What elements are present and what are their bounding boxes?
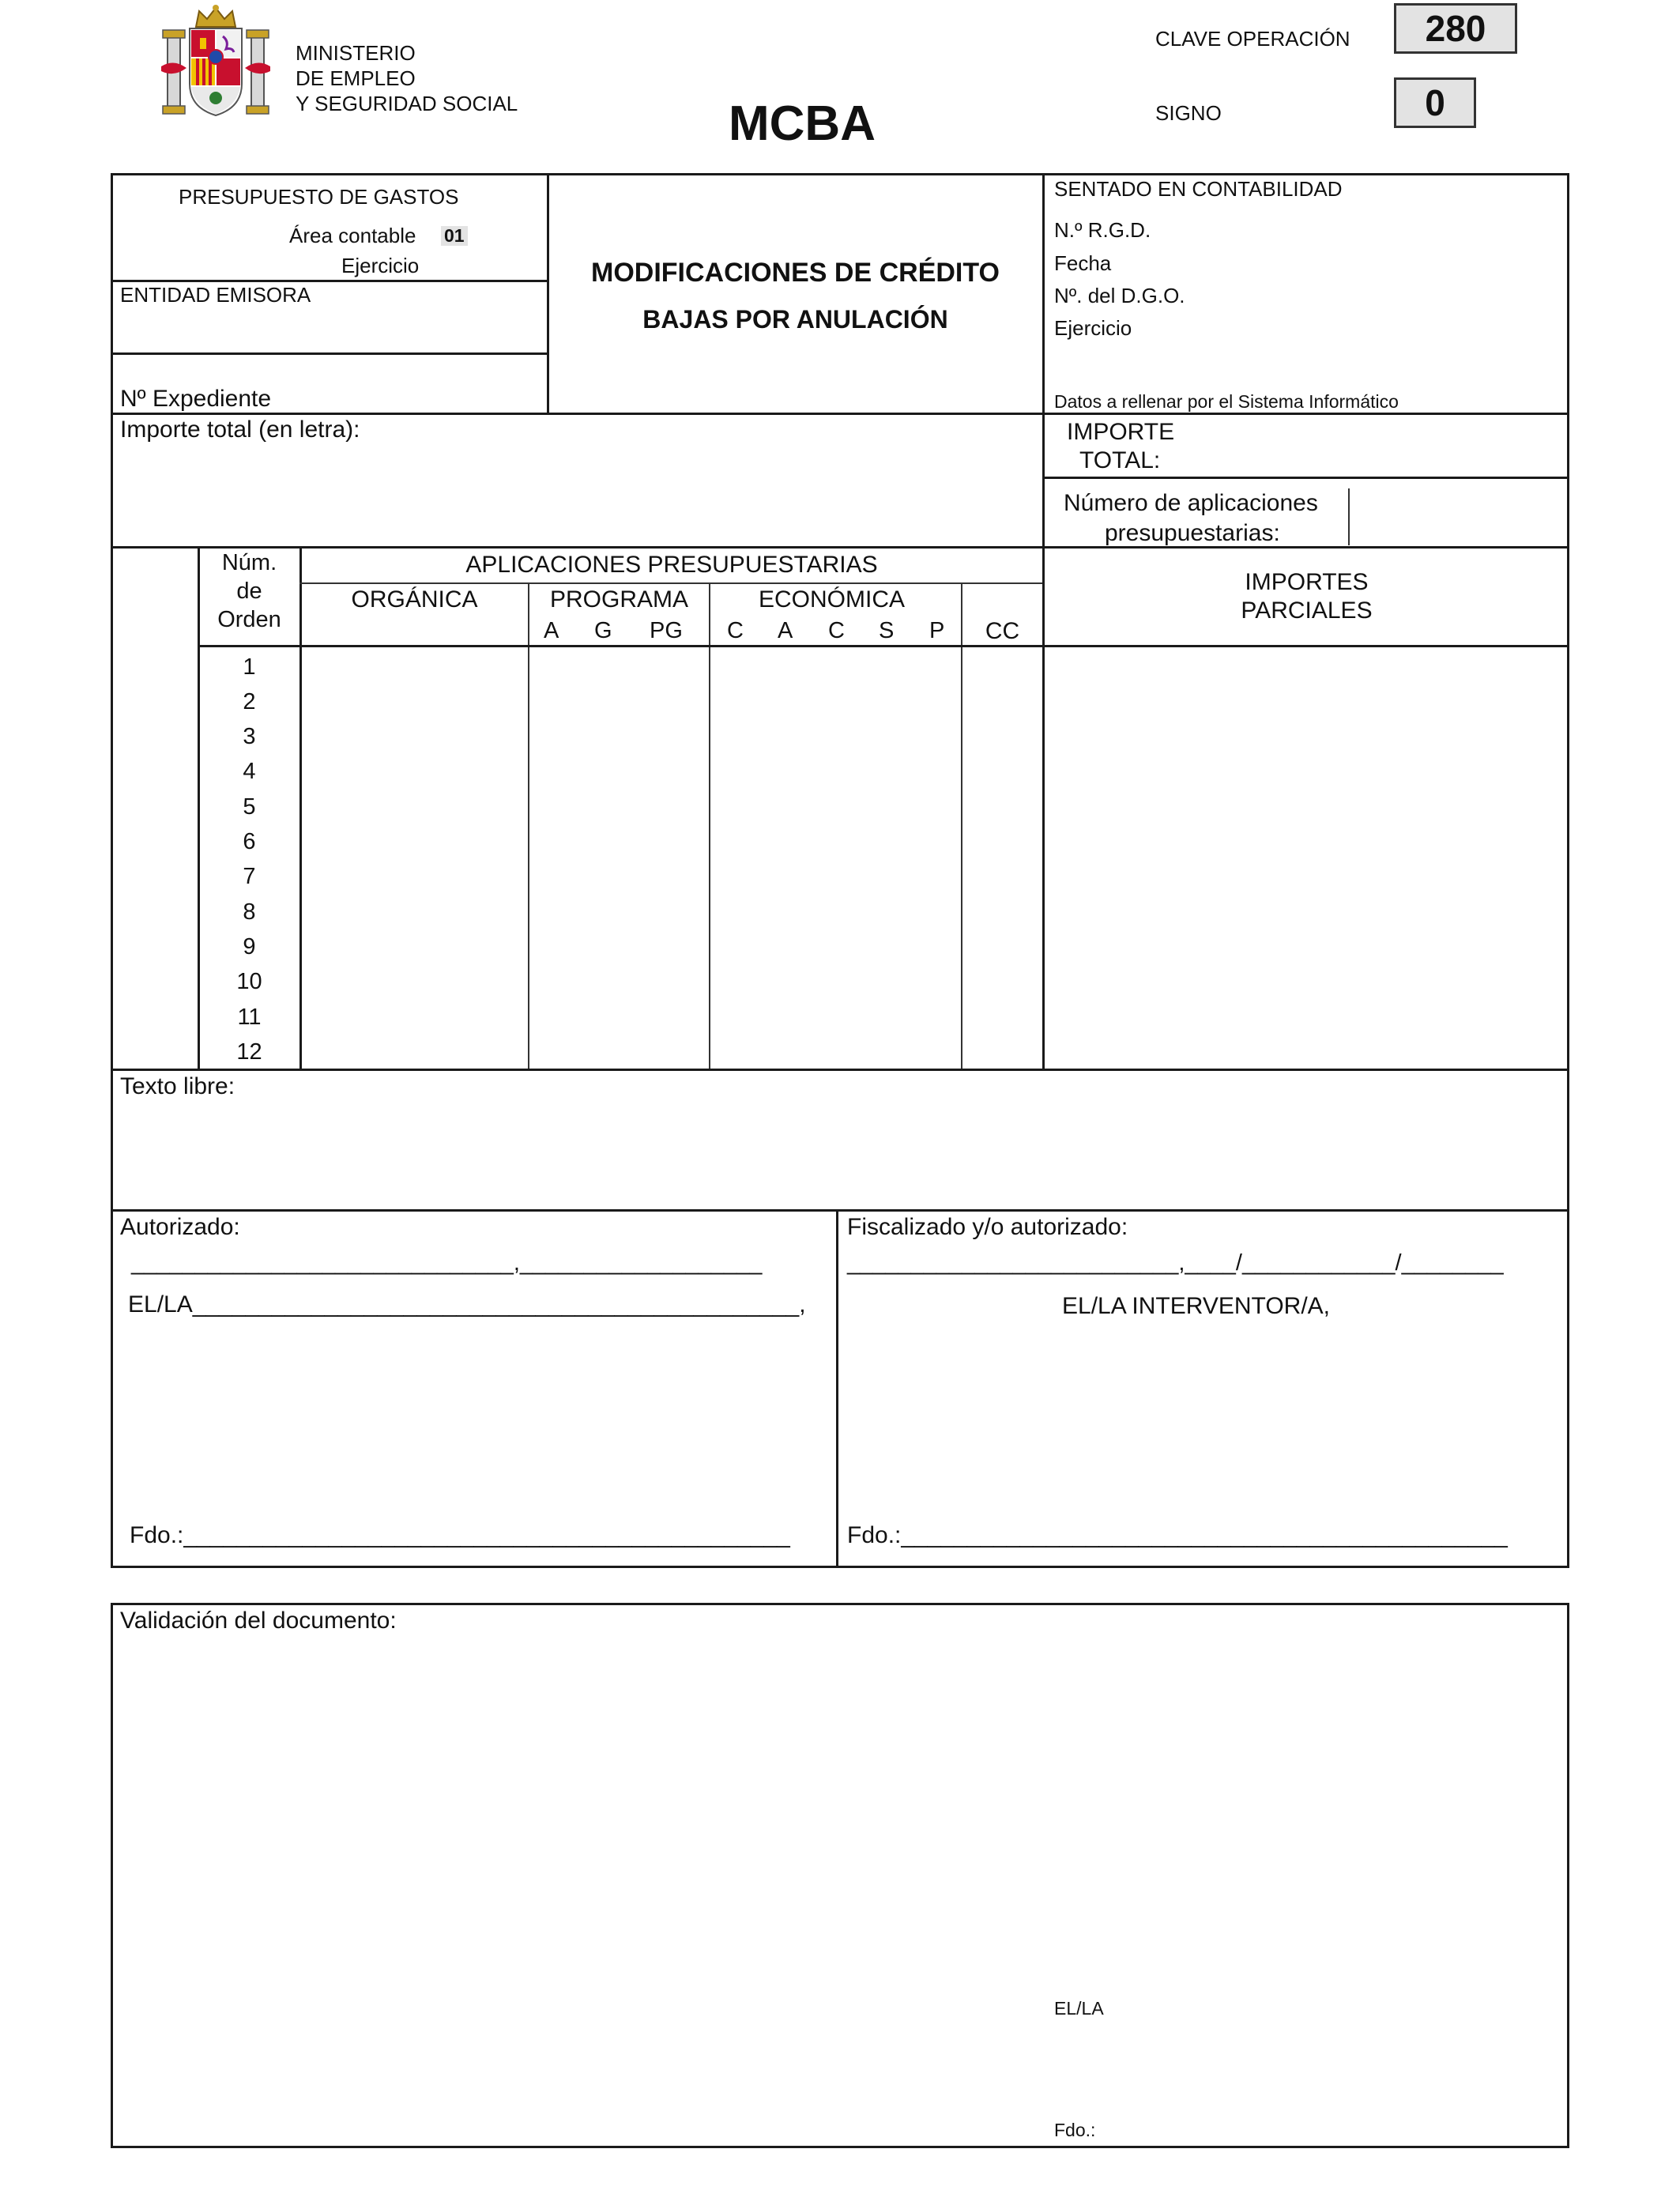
ejercicio-label: Ejercicio xyxy=(341,254,420,277)
form-title-line2: BAJAS POR ANULACIÓN xyxy=(642,305,948,334)
signo-value: 0 xyxy=(1394,77,1476,128)
divider xyxy=(198,645,1569,647)
clave-operacion-value: 280 xyxy=(1394,3,1517,54)
form-code: MCBA xyxy=(729,96,876,151)
ministry-line3: Y SEGURIDAD SOCIAL xyxy=(296,92,518,115)
col-programa-a: A xyxy=(544,618,559,643)
validacion-label: Validación del documento: xyxy=(120,1608,397,1634)
divider xyxy=(111,413,1569,415)
divider xyxy=(299,546,302,1071)
importe-letra-input[interactable] xyxy=(120,447,1037,542)
col-cc: CC xyxy=(985,618,1020,644)
col-economica-p: P xyxy=(929,618,945,643)
fecha-label: Fecha xyxy=(1054,251,1112,275)
rgd-label: N.º R.G.D. xyxy=(1054,218,1151,242)
dgo-label: Nº. del D.G.O. xyxy=(1054,284,1185,307)
signo-label: SIGNO xyxy=(1155,101,1222,125)
col-economica-c1: C xyxy=(727,618,744,643)
table-row-number: 5 xyxy=(243,794,256,820)
interventor-label: EL/LA INTERVENTOR/A, xyxy=(1062,1293,1331,1319)
texto-libre-label: Texto libre: xyxy=(120,1073,235,1099)
validacion-fdo: Fdo.: xyxy=(1054,2120,1096,2140)
ejercicio-input[interactable] xyxy=(471,251,542,277)
divider xyxy=(961,583,962,1071)
area-contable-label: Área contable xyxy=(289,224,416,247)
table-cc-cells[interactable] xyxy=(964,650,1041,1069)
sistema-note: Datos a rellenar por el Sistema Informático xyxy=(1054,391,1399,412)
divider xyxy=(111,546,1569,548)
ministry-line2: DE EMPLEO xyxy=(296,66,416,90)
table-row-number: 7 xyxy=(243,864,256,889)
autorizado-place-date-line: ______________________________,___________________ xyxy=(131,1250,763,1276)
divider xyxy=(547,173,549,414)
col-economica-a: A xyxy=(778,618,793,643)
num-aplicaciones-line1: Número de aplicaciones xyxy=(1064,490,1318,516)
col-programa: PROGRAMA xyxy=(549,586,689,613)
form-title-line1: MODIFICACIONES DE CRÉDITO xyxy=(591,258,1000,288)
table-row-number: 8 xyxy=(243,899,256,925)
divider xyxy=(111,352,548,355)
expediente-label: Nº Expediente xyxy=(120,386,272,412)
entidad-emisora-label: ENTIDAD EMISORA xyxy=(120,283,311,307)
col-programa-g: G xyxy=(594,618,612,643)
validacion-box xyxy=(111,1603,1569,2148)
fiscalizado-place-date-line: __________________________,____/____________/________ xyxy=(847,1250,1504,1276)
divider xyxy=(836,1209,838,1568)
num-orden-line3: Orden xyxy=(217,607,281,632)
col-economica-s: S xyxy=(879,618,895,643)
clave-operacion-label: CLAVE OPERACIÓN xyxy=(1155,27,1350,51)
aplicaciones-header: APLICACIONES PRESUPUESTARIAS xyxy=(465,552,878,578)
table-organica-cells[interactable] xyxy=(303,650,526,1069)
importe-letra-label: Importe total (en letra): xyxy=(120,417,360,443)
ministry-line1: MINISTERIO xyxy=(296,41,416,65)
presupuesto-label: PRESUPUESTO DE GASTOS xyxy=(179,185,459,209)
col-economica-c2: C xyxy=(828,618,845,643)
table-row-number: 12 xyxy=(236,1039,262,1065)
table-row-number: 3 xyxy=(243,724,256,749)
divider xyxy=(709,583,710,1071)
num-aplicaciones-line2: presupuestarias: xyxy=(1105,520,1280,546)
autorizado-fdo-line: Fdo.:______________________________________________ xyxy=(130,1522,790,1548)
table-row-number: 6 xyxy=(243,829,256,854)
fiscalizado-label: Fiscalizado y/o autorizado: xyxy=(847,1214,1128,1240)
autorizado-el-la-line: EL/LA______________________________________________, xyxy=(128,1291,806,1318)
importe-total-line2: TOTAL: xyxy=(1079,447,1161,473)
fiscalizado-fdo-line: Fdo.:______________________________________________ xyxy=(847,1522,1508,1548)
expediente-input[interactable] xyxy=(284,359,542,409)
divider xyxy=(528,583,529,1071)
table-row-number: 11 xyxy=(237,1005,262,1030)
divider xyxy=(299,582,1042,584)
table-programa-cells[interactable] xyxy=(531,650,707,1069)
ejercicio-contabilidad-label: Ejercicio xyxy=(1054,316,1132,340)
divider xyxy=(1042,477,1569,479)
table-importes-cells[interactable] xyxy=(1046,650,1566,1069)
col-importes-line1: IMPORTES xyxy=(1245,569,1369,595)
divider xyxy=(111,280,548,282)
col-organica: ORGÁNICA xyxy=(351,586,478,613)
num-orden-line2: de xyxy=(236,579,262,604)
validacion-el-la: EL/LA xyxy=(1054,1998,1104,2019)
importe-total-input[interactable] xyxy=(1185,419,1565,474)
table-row-number: 1 xyxy=(243,654,256,680)
col-programa-pg: PG xyxy=(650,618,683,643)
table-row-number: 10 xyxy=(236,969,262,994)
divider xyxy=(111,1069,1569,1071)
contabilidad-label: SENTADO EN CONTABILIDAD xyxy=(1054,177,1343,201)
divider xyxy=(1348,488,1350,545)
coat-of-arms-logo xyxy=(158,5,273,120)
num-orden-line1: Núm. xyxy=(221,550,277,575)
texto-libre-input[interactable] xyxy=(120,1105,1563,1206)
num-aplicaciones-input[interactable] xyxy=(1353,485,1563,545)
table-economica-cells[interactable] xyxy=(712,650,959,1069)
col-importes-line2: PARCIALES xyxy=(1241,598,1373,624)
table-row-number: 9 xyxy=(243,934,256,959)
importe-total-line1: IMPORTE xyxy=(1067,419,1175,445)
divider xyxy=(111,1209,1569,1212)
area-contable-value: 01 xyxy=(441,226,468,246)
col-economica: ECONÓMICA xyxy=(759,586,906,613)
autorizado-label: Autorizado: xyxy=(120,1214,240,1240)
table-row-number: 2 xyxy=(243,689,256,714)
table-row-number: 4 xyxy=(243,759,256,784)
entidad-emisora-input[interactable] xyxy=(120,311,539,349)
